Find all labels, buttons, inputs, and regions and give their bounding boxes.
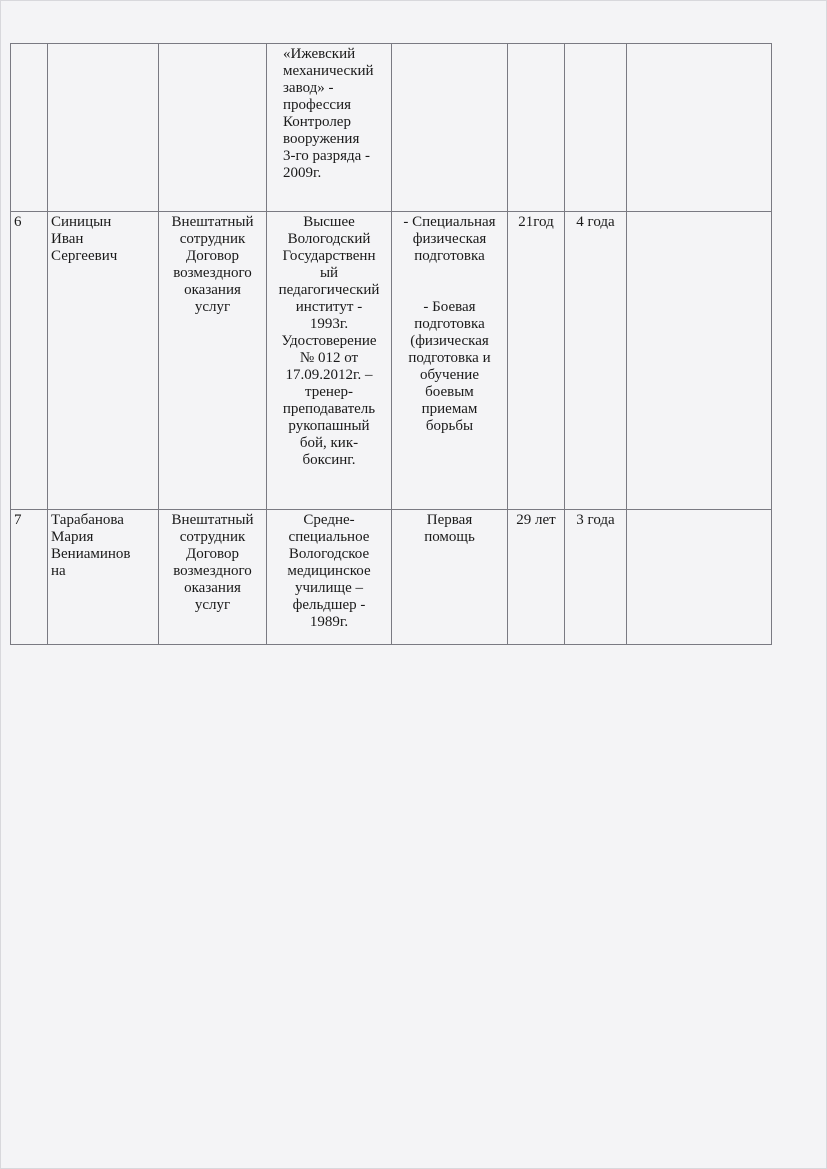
notes-cell <box>627 212 772 510</box>
name-cell <box>48 44 159 212</box>
discipline-item: - Специальная физическая подготовка <box>403 214 496 264</box>
name-cell: Синицын Иван Сергеевич <box>48 212 159 510</box>
table-row <box>11 510 772 645</box>
education-cell: Высшее Вологодский Государственн ый педагогический институт - 1993г. Удостоверение № 012 от 17.09.2012г. – тренер- преподаватель рукопашный бой, кик- боксинг. <box>267 212 392 510</box>
teaching-experience-cell: 3 года <box>565 510 627 645</box>
teaching-experience-cell: 4 года <box>565 212 627 510</box>
row-number-cell: 6 <box>11 212 48 510</box>
employment-cell: Внештатный сотрудник Договор возмездного оказания услуг <box>159 212 267 510</box>
employment-cell <box>159 44 267 212</box>
staff-table <box>10 43 772 645</box>
name-cell: Тарабанова Мария Вениаминов на <box>48 510 159 645</box>
total-experience-cell: 21год <box>508 212 565 510</box>
row-number-cell <box>11 44 48 212</box>
notes-cell <box>627 44 772 212</box>
teaching-experience-cell <box>565 44 627 212</box>
disciplines-cell <box>392 212 508 510</box>
employment-cell: Внештатный сотрудник Договор возмездного оказания услуг <box>159 510 267 645</box>
notes-cell <box>627 510 772 645</box>
spacer <box>395 265 504 299</box>
discipline-item: - Боевая подготовка (физическая подготовка и обучение боевым приемам борьбы <box>408 299 491 434</box>
education-cell: «Ижевский механический завод» - профессия Контролер вооружения 3-го разряда - 2009г. <box>267 44 392 212</box>
table-row <box>11 212 772 510</box>
disciplines-cell <box>392 510 508 645</box>
row-number-cell: 7 <box>11 510 48 645</box>
table-row <box>11 44 772 212</box>
education-cell: Средне- специальное Вологодское медицинское училище – фельдшер - 1989г. <box>267 510 392 645</box>
total-experience-cell <box>508 44 565 212</box>
disciplines-cell <box>392 44 508 212</box>
total-experience-cell: 29 лет <box>508 510 565 645</box>
discipline-item: Первая помощь <box>424 512 475 545</box>
